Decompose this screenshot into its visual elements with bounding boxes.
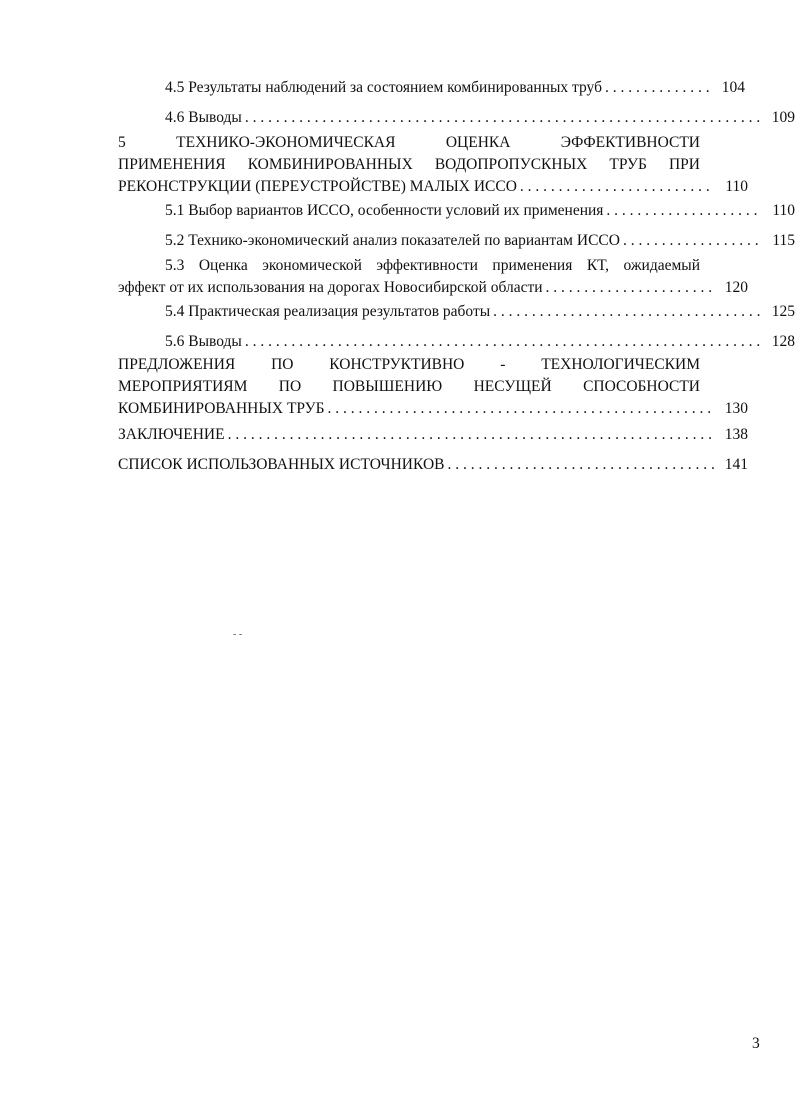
toc-entry-title: СПИСОК ИСПОЛЬЗОВАННЫХ ИСТОЧНИКОВ [118,456,445,473]
toc-page-number: 115 [772,232,795,249]
toc-entry-5-6[interactable] [118,331,795,353]
toc-entry-5-1[interactable] [118,200,795,222]
toc-entry-chapter-5[interactable] [118,132,748,198]
toc-leader-dots [605,77,711,99]
toc-entry-line: 5 ТЕХНИКО-ЭКОНОМИЧЕСКАЯ ОЦЕНКА ЭФФЕКТИВНОСТИ [118,134,700,151]
toc-entry-title: 5.4 Практическая реализация результатов работы [165,303,491,320]
toc-entry-title: 4.5 Результаты наблюдений за состоянием комбинированных труб [165,79,602,96]
toc-entry-5-4[interactable] [118,301,795,323]
scan-smudge-mark: - - [233,629,243,640]
toc-leader-dots [520,176,714,198]
toc-leader-dots [328,398,714,420]
toc-entry-5-2[interactable] [118,230,795,252]
toc-page-number: 110 [725,178,748,195]
toc-entry-4-6[interactable] [118,107,795,129]
toc-entry-line: МЕРОПРИЯТИЯМ ПО ПОВЫШЕНИЮ НЕСУЩЕЙ СПОСОБНОСТИ [118,378,700,395]
page-number: 3 [752,1035,760,1052]
toc-entry-5-3[interactable] [118,255,748,299]
toc-page-number: 125 [771,303,795,320]
toc-entry-title: 5.2 Технико-экономический анализ показателей по вариантам ИССО [165,232,620,249]
toc-page-number: 109 [771,109,795,126]
toc-leader-dots [606,200,761,222]
toc-page-number: 120 [724,279,748,296]
toc-leader-dots [623,230,761,252]
toc-entry-proposals[interactable] [118,354,748,420]
toc-page-number: 104 [721,79,745,96]
toc-entry-title: 5.6 Выводы [165,333,242,350]
toc-entry-line: ПРИМЕНЕНИЯ КОМБИНИРОВАННЫХ ВОДОПРОПУСКНЫХ ТРУБ ПРИ [118,156,700,173]
toc-leader-dots [546,277,714,299]
toc-entry-line: ПРЕДЛОЖЕНИЯ ПО КОНСТРУКТИВНО - ТЕХНОЛОГИЧЕСКИМ [118,356,700,373]
toc-page-number: 138 [724,426,748,443]
toc-entry-title: РЕКОНСТРУКЦИИ (ПЕРЕУСТРОЙСТВЕ) МАЛЫХ ИССО [118,178,517,195]
toc-entry-title: 4.6 Выводы [165,109,242,126]
toc-page-number: 130 [724,400,748,417]
toc-leader-dots [447,454,714,476]
toc-entry-title: 5.1 Выбор вариантов ИССО, особенности условий их применения [165,202,604,219]
toc-page-number: 128 [771,333,795,350]
toc-page-number: 141 [724,456,748,473]
toc-entry-title: эффект от их использования на дорогах Новосибирской области [118,279,543,296]
toc-entry-sources[interactable] [118,454,748,476]
toc-leader-dots [493,301,761,323]
toc-entry-title: ЗАКЛЮЧЕНИЕ [118,426,225,443]
toc-entry-4-5[interactable] [118,77,745,99]
toc-leader-dots [228,424,714,446]
toc-page-number: 110 [772,202,795,219]
toc-leader-dots [245,331,761,353]
toc-entry-line: 5.3 Оценка экономической эффективности применения КТ, ожидаемый [165,257,700,274]
toc-entry-title: КОМБИНИРОВАННЫХ ТРУБ [118,400,325,417]
toc-entry-conclusion[interactable] [118,424,748,446]
toc-leader-dots [245,107,761,129]
